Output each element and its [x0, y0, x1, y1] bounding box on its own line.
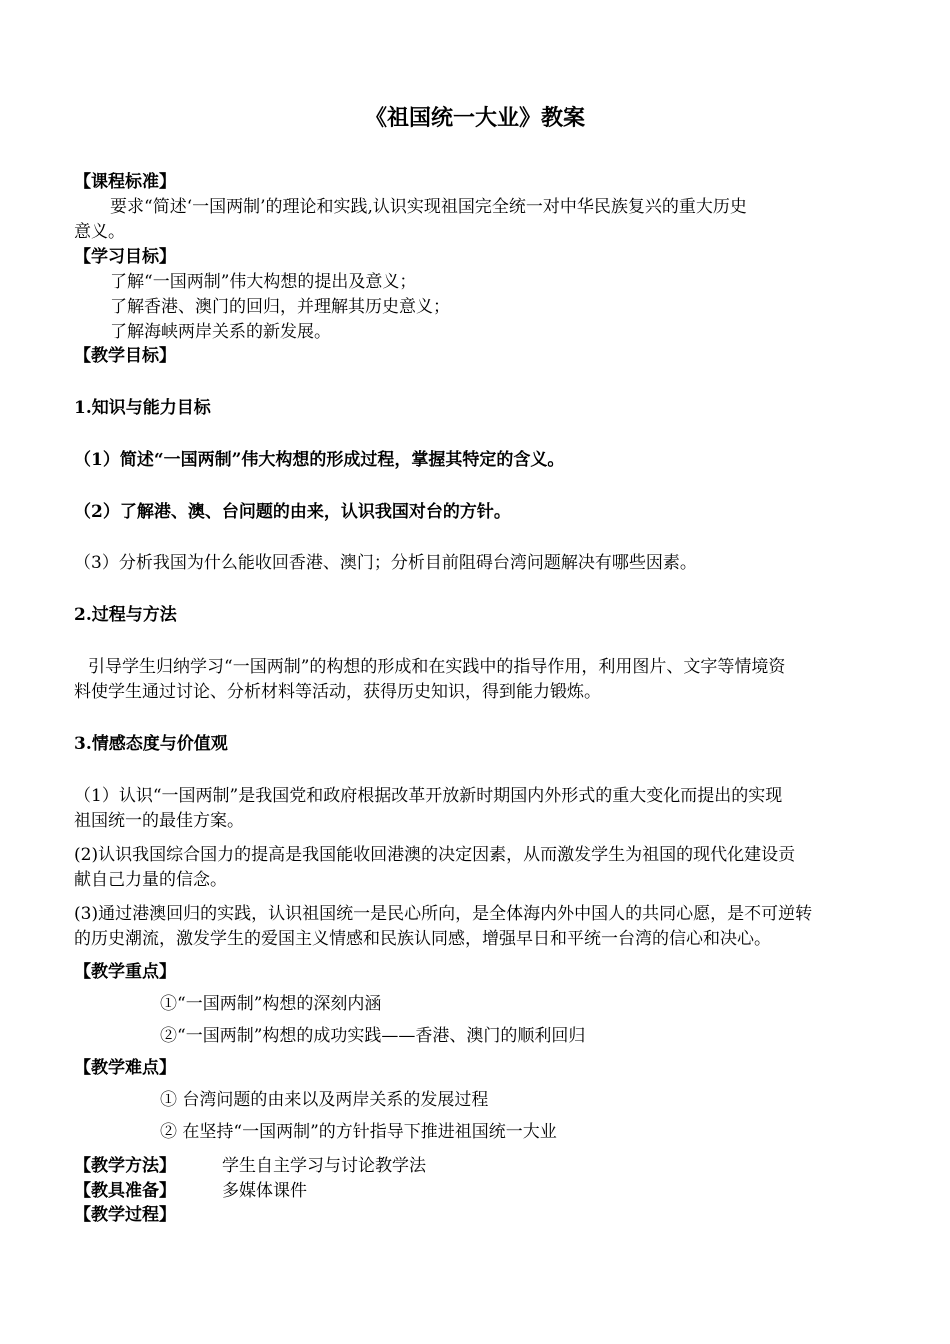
method-value: 学生自主学习与讨论教学法: [222, 1156, 426, 1176]
key-points-heading: 【教学重点】: [74, 962, 176, 982]
emotion-item-3-line1: (3)通过港澳回归的实践，认识祖国统一是民心所向，是全体海内外中国人的共同心愿，是不可逆转: [74, 904, 813, 924]
teaching-goals-heading: 【教学目标】: [74, 346, 176, 366]
emotion-item-1-line2: 祖国统一的最佳方案。: [74, 811, 244, 831]
tools-value: 多媒体课件: [222, 1181, 307, 1201]
method-heading: 【教学方法】: [74, 1156, 176, 1176]
document-title: 《祖国统一大业》教案: [364, 105, 585, 131]
knowledge-item: （2）了解港、澳、台问题的由来，认识我国对台的方针。: [74, 502, 511, 522]
learning-goal-item: 了解“一国两制”伟大构想的提出及意义；: [110, 272, 417, 292]
tools-heading: 【教具准备】: [74, 1181, 176, 1201]
standard-heading: 【课程标准】: [74, 172, 176, 192]
emotion-values-heading: 3.情感态度与价值观: [74, 734, 228, 754]
key-point-item: ①“一国两制”构想的深刻内涵: [160, 994, 382, 1014]
learning-goals-heading: 【学习目标】: [74, 247, 176, 267]
key-point-item: ②“一国两制”构想的成功实践——香港、澳门的顺利回归: [160, 1026, 586, 1046]
standard-text-line1: 要求“简述‘一国两制’的理论和实践,认识实现祖国完全统一对中华民族复兴的重大历史: [110, 197, 747, 217]
emotion-item-2-line2: 献自己力量的信念。: [74, 870, 227, 890]
learning-goal-item: 了解香港、澳门的回归，并理解其历史意义；: [110, 297, 450, 317]
process-method-line2: 料使学生通过讨论、分析材料等活动，获得历史知识，得到能力锻炼。: [74, 682, 601, 702]
process-heading: 【教学过程】: [74, 1205, 176, 1225]
emotion-item-3-line2: 的历史潮流，激发学生的爱国主义情感和民族认同感，增强早日和平统一台湾的信心和决心。: [74, 929, 771, 949]
knowledge-ability-heading: 1.知识与能力目标: [74, 398, 211, 418]
knowledge-item: （1）简述“一国两制”伟大构想的形成过程，掌握其特定的含义。: [74, 450, 565, 470]
process-method-line1: 引导学生归纳学习“一国两制”的构想的形成和在实践中的指导作用，利用图片、文字等情境资: [88, 657, 786, 677]
difficulties-heading: 【教学难点】: [74, 1058, 176, 1078]
difficulty-item: ② 在坚持“一国两制”的方针指导下推进祖国统一大业: [160, 1122, 557, 1142]
standard-text-line2: 意义。: [74, 222, 125, 242]
emotion-item-2-line1: (2)认识我国综合国力的提高是我国能收回港澳的决定因素，从而激发学生为祖国的现代化建设贡: [74, 845, 796, 865]
process-method-heading: 2.过程与方法: [74, 605, 177, 625]
difficulty-item: ① 台湾问题的由来以及两岸关系的发展过程: [160, 1090, 489, 1110]
emotion-item-1-line1: （1）认识“一国两制”是我国党和政府根据改革开放新时期国内外形式的重大变化而提出的实现: [74, 786, 783, 806]
learning-goal-item: 了解海峡两岸关系的新发展。: [110, 322, 331, 342]
knowledge-item: （3）分析我国为什么能收回香港、澳门；分析目前阻碍台湾问题解决有哪些因素。: [74, 553, 697, 573]
